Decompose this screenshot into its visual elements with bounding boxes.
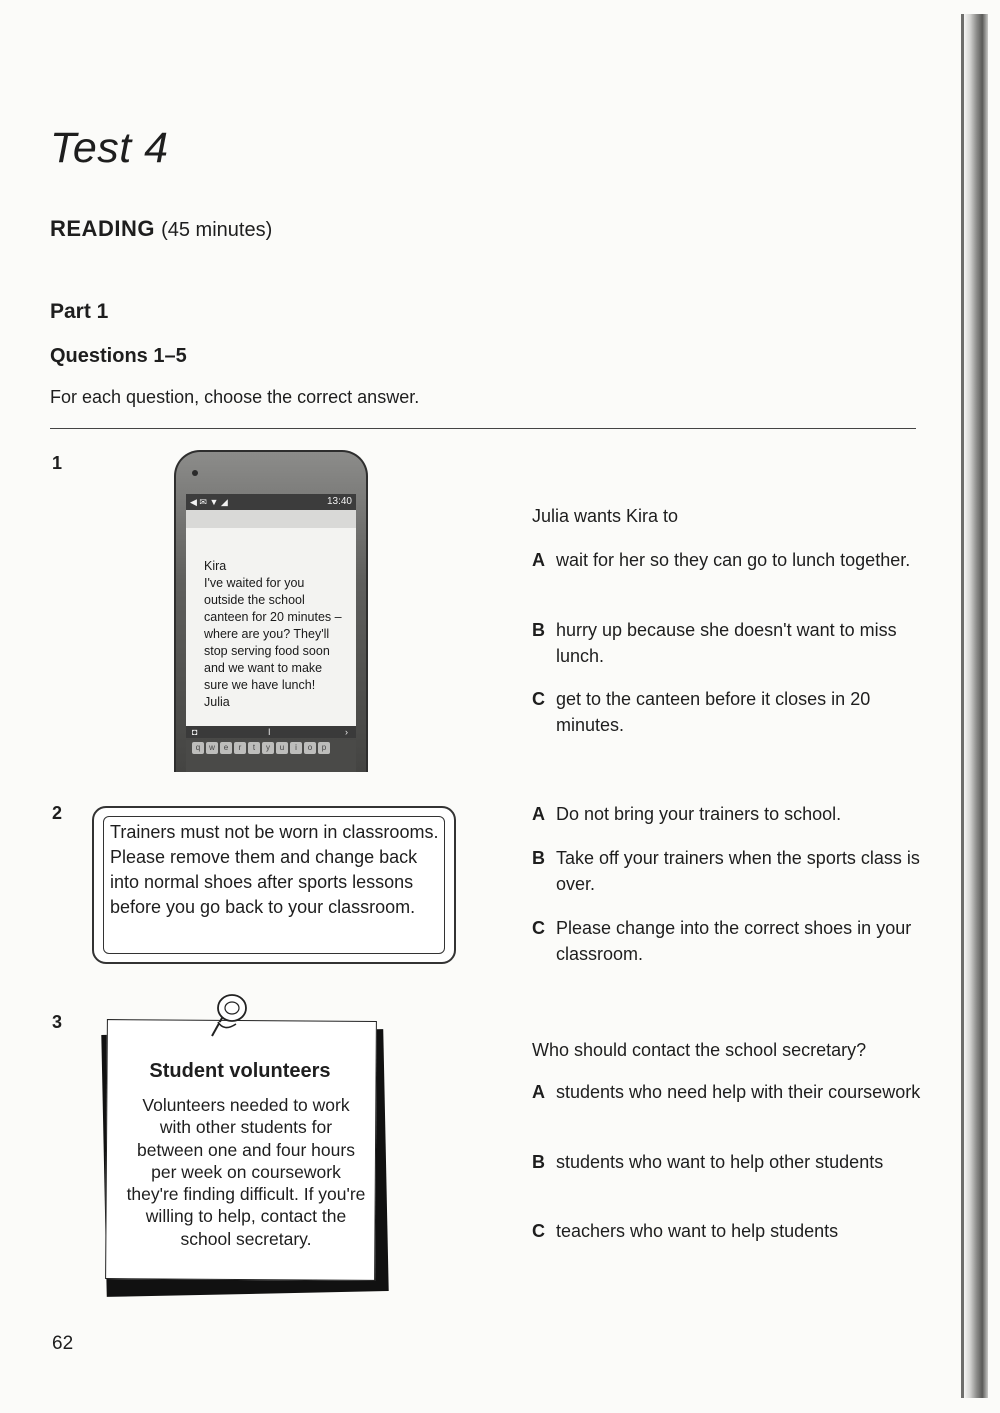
option-text: Take off your trainers when the sports class is over. [556,848,920,894]
option-letter: C [532,689,545,709]
phone-status-bar [186,494,356,510]
option-text: get to the canteen before it closes in 20 minutes. [556,689,871,735]
option-text: hurry up because she doesn't want to miss lunch. [556,620,897,666]
question-3-option-a[interactable] [532,1079,922,1105]
keyboard-key: i [290,742,302,754]
section-title: READING [50,216,155,241]
question-3-option-b[interactable] [532,1149,922,1175]
keyboard-key: p [318,742,330,754]
pushpin-icon [200,990,260,1042]
status-time: 13:40 [326,496,352,507]
option-letter: B [532,620,545,640]
option-text: wait for her so they can go to lunch together. [556,550,911,570]
toolbar-send-icon: › [345,727,348,737]
text-message: Kira I've waited for you outside the school canteen for 20 minutes – where are you? They'll stop serving food soon and we want to make sure we have lunch! Julia [204,559,342,709]
question-2-number: 2 [52,803,63,823]
section-time: (45 minutes) [161,219,273,241]
book-spine-shadow [962,14,988,1398]
question-1-option-c[interactable] [532,686,922,738]
divider-rule [50,428,916,429]
keyboard-key: r [234,742,246,754]
option-text: students who need help with their coursework [556,1082,921,1102]
keyboard-key: t [248,742,260,754]
phone-keyboard [186,740,356,772]
option-letter: B [532,1152,545,1172]
notice-text: Trainers must not be worn in classrooms. Please remove them and change back into normal shoes after sports lessons before you go back to your classroom. [110,822,439,917]
question-1-option-b[interactable] [532,617,922,669]
question-2-option-a[interactable] [532,801,922,827]
part-title: Part 1 [50,300,109,323]
keyboard-key: e [220,742,232,754]
test-title: Test 4 [50,124,169,172]
option-letter: A [532,1082,545,1102]
question-1-stem: Julia wants Kira to [532,506,679,526]
option-text: students who want to help other students [556,1152,884,1172]
section-heading [50,216,272,242]
phone-toolbar [186,726,356,738]
question-2-option-b[interactable] [532,845,922,897]
option-letter: A [532,804,545,824]
option-letter: C [532,1221,545,1241]
keyboard-row [186,740,356,756]
option-text: Do not bring your trainers to school. [556,804,842,824]
option-letter: B [532,848,545,868]
keyboard-key: w [206,742,218,754]
question-3-stem: Who should contact the school secretary? [532,1040,867,1060]
question-1-number: 1 [52,453,63,473]
keyboard-key: q [192,742,204,754]
page-number: 62 [52,1333,74,1354]
option-text: teachers who want to help students [556,1221,839,1241]
option-letter: C [532,918,545,938]
phone-illustration [174,450,368,772]
questions-range: Questions 1–5 [50,345,187,367]
question-1-option-a[interactable] [532,547,922,573]
instruction-text: For each question, choose the correct answer. [50,387,420,407]
phone-screen [186,510,356,726]
option-text: Please change into the correct shoes in your classroom. [556,918,912,964]
toolbar-cursor: I [268,727,271,737]
notice-sign [92,806,456,964]
poster-text: Volunteers needed to work with other students for between one and four hours per week on coursework they're finding difficult. If you're willing to help, contact the school secretary. [126,1095,366,1249]
question-2-option-c[interactable] [532,915,922,967]
question-3-number: 3 [52,1012,63,1032]
keyboard-key: u [276,742,288,754]
status-icons: ◀ ✉ ▼ ◢ [190,497,228,507]
phone-camera-icon [192,470,198,476]
option-letter: A [532,550,545,570]
question-3-option-c[interactable] [532,1218,922,1244]
keyboard-key: y [262,742,274,754]
page-edge [961,14,964,1398]
toolbar-camera-icon: ◘ [192,727,198,737]
keyboard-key: o [304,742,316,754]
poster-title: Student volunteers [149,1060,331,1082]
volunteer-poster [90,990,390,1300]
